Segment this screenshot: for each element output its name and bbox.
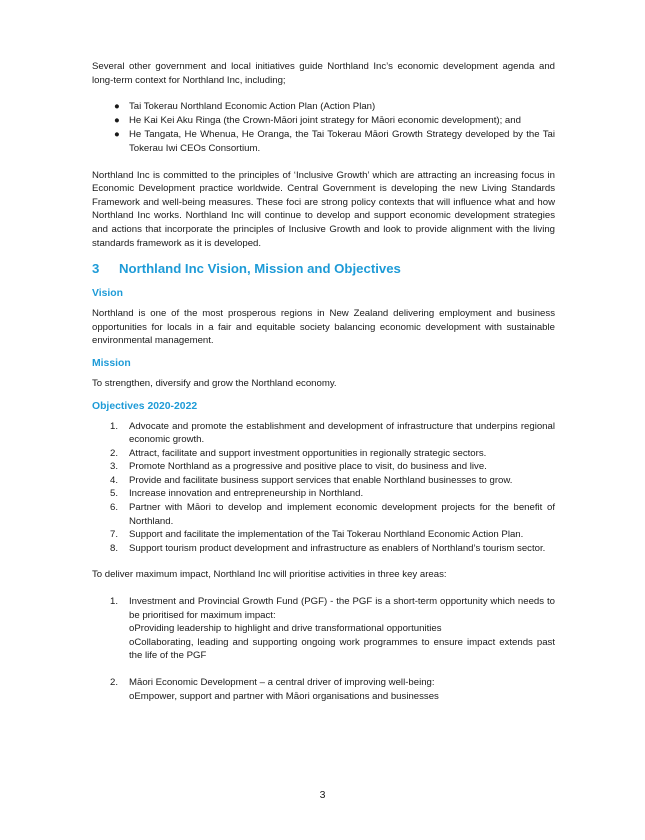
list-item: 6. Partner with Māori to develop and implement economic development projects for the benefit of Northland.	[110, 502, 555, 527]
list-item: 8. Support tourism product development and infrastructure as enablers of Northland’s tourism sector.	[110, 542, 546, 554]
mission-heading: Mission	[92, 357, 131, 369]
document-page	[92, 60, 555, 703]
priorities-list	[92, 595, 555, 703]
vision-text: Northland is one of the most prosperous regions in New Zealand delivering employment and business opportunities for locals in a fair and equitable society balancing economic development with sustainable environmental management.	[92, 308, 555, 347]
bullet-icon: ●	[114, 115, 120, 127]
page-number: 3	[319, 789, 326, 801]
list-item: 2. Attract, facilitate and support investment opportunities in regionally strategic sectors.	[110, 447, 487, 459]
list-item: 4. Provide and facilitate business support services that enable Northland businesses to grow.	[110, 474, 513, 486]
vision-heading: Vision	[92, 288, 123, 300]
initiatives-list	[92, 100, 555, 155]
list-item: ● He Kai Kei Aku Ringa (the Crown-Māori joint strategy for Māori economic development); and	[114, 115, 521, 127]
list-item: ● Tai Tokerau Northland Economic Action Plan (Action Plan)	[114, 101, 376, 113]
list-item: 3. Promote Northland as a progressive and positive place to visit, do business and live.	[110, 461, 487, 473]
bullet-icon: ●	[114, 101, 120, 113]
sub-list-item: oCollaborating, leading and supporting ongoing work programmes to ensure impact extends past the life of the PGF	[129, 636, 555, 662]
list-item: 7. Support and facilitate the implementation of the Tai Tokerau Northland Economic Action Plan.	[110, 529, 524, 541]
bullet-icon: ●	[114, 129, 120, 141]
list-item: 5. Increase innovation and entrepreneurship in Northland.	[110, 488, 364, 500]
priorities-intro: To deliver maximum impact, Northland Inc will prioritise activities in three key areas:	[92, 569, 447, 581]
inclusive-growth-paragraph: Northland Inc is committed to the principles of ‘Inclusive Growth’ which are attracting an increasing focus in Economic Development practice worldwide. Central Government is developing the new Living Standards Framework and well-being measures. These foci are strong policy contexts that will influence what and how Northland Inc works. Northland Inc will continue to develop and support economic development strategies and actions that incorporate the principles of Inclusive Growth and look to provide alignment with the living standards framework as it is developed.	[92, 169, 555, 249]
list-item: 1. Advocate and promote the establishment and development of infrastructure that underpins regional economic growth.	[110, 420, 555, 446]
intro-paragraph: Several other government and local initiatives guide Northland Inc’s economic development agenda and long-term context for Northland Inc, including;	[92, 61, 555, 86]
section-heading	[92, 260, 555, 278]
section-number: 3	[92, 261, 100, 277]
circle-bullet-icon: o	[129, 690, 135, 702]
section-title: Northland Inc Vision, Mission and Objectives	[119, 261, 401, 277]
circle-bullet-icon: o	[129, 623, 135, 635]
sub-list-item: oEmpower, support and partner with Māori organisations and businesses	[129, 690, 439, 702]
circle-bullet-icon: o	[129, 636, 135, 648]
sub-list-item: oProviding leadership to highlight and drive transformational opportunities	[129, 623, 442, 635]
list-item: 1. Investment and Provincial Growth Fund (PGF) - the PGF is a short-term opportunity which needs to be prioritised for maximum impact:	[110, 596, 555, 621]
objectives-list	[92, 420, 555, 556]
objectives-heading: Objectives 2020-2022	[92, 400, 198, 412]
mission-text: To strengthen, diversify and grow the Northland economy.	[92, 377, 337, 389]
list-item: ● He Tangata, He Whenua, He Oranga, the Tai Tokerau Māori Growth Strategy developed by the Tai Tokerau Iwi CEOs Consortium.	[114, 129, 555, 154]
list-item: 2. Māori Economic Development – a central driver of improving well-being:	[110, 677, 435, 688]
